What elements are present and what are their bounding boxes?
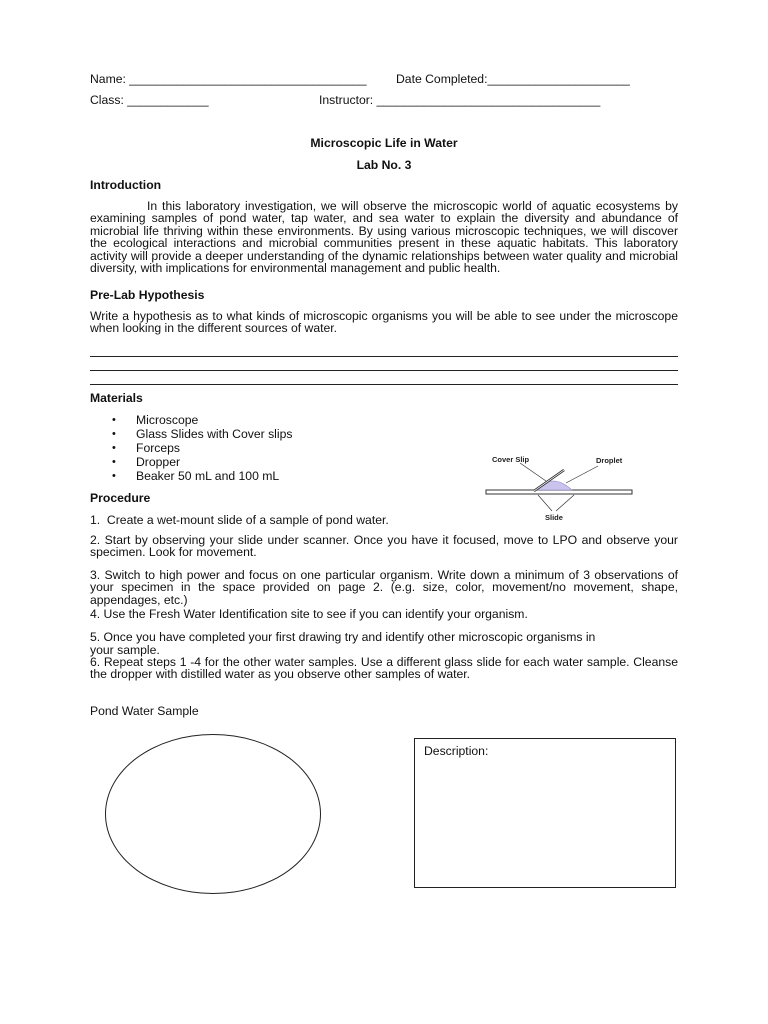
list-item: • Microscope [112,413,292,427]
answer-line [90,370,678,371]
introduction-heading: Introduction [90,178,162,192]
answer-line [90,356,678,357]
description-label: Description: [424,744,489,758]
sample-label: Pond Water Sample [90,704,199,718]
answer-line [90,384,678,385]
cover-slip-pointer [520,463,546,481]
description-box[interactable] [414,738,676,888]
date-completed-field-label: Date Completed:_____________________ [396,72,630,86]
page-title: Microscopic Life in Water [310,136,458,150]
prelab-heading: Pre-Lab Hypothesis [90,288,205,302]
procedure-heading: Procedure [90,491,151,505]
droplet-label: Droplet [596,456,623,465]
procedure-step-6: 6. Repeat steps 1 -4 for the other water samples. Use a different glass slide for each water sample. Cleanse the dropper with distilled water as you observe other samples of water. [90,655,678,682]
list-item: • Beaker 50 mL and 100 mL [112,469,292,483]
procedure-step-5-continued: your sample. [90,643,160,657]
slide-label: Slide [545,513,563,522]
lab-number: Lab No. 3 [356,158,412,172]
procedure-step-2: 2. Start by observing your slide under scanner. Once you have it focused, move to LPO and observe your specimen. Look for movement. [90,533,678,560]
droplet-pointer [566,466,598,483]
cover-slip-label: Cover Slip [492,455,530,464]
list-item: • Forceps [112,441,292,455]
slide-pointer [538,495,552,511]
procedure-step-4: 4. Use the Fresh Water Identification site to see if you can identify your organism. [90,607,528,621]
wet-mount-diagram [482,450,642,526]
introduction-text: In this laboratory investigation, we will observe the microscopic world of aquatic ecosystems by examining samples of pond water, tap water, and sea water to explain the diversity and abundance of microbial life thriving within these environments. By using various microscopic techniques, we will discover the ecological interactions and microbial communities present in these aquatic habitats. This laboratory activity will provide a deeper understanding of the dynamic relationships between water quality and microbial diversity, with implications for environmental management and public health. [90,199,678,276]
materials-heading: Materials [90,391,143,405]
instructor-field-label: Instructor: _________________________________ [319,93,601,107]
procedure-step-1: 1. Create a wet-mount slide of a sample of pond water. [90,513,389,527]
drawing-circle[interactable] [105,734,321,894]
class-field-label: Class: ____________ [90,93,209,107]
slide-pointer [556,495,574,511]
list-item: • Dropper [112,455,292,469]
procedure-step-5: 5. Once you have completed your first drawing try and identify other microscopic organisms in [90,630,596,644]
materials-list [112,413,292,483]
list-item: • Glass Slides with Cover slips [112,427,292,441]
slide-shape [486,490,632,494]
procedure-step-3: 3. Switch to high power and focus on one particular organism. Write down a minimum of 3 observations of your specimen in the space provided on page 2. (e.g. size, color, movement/no movement, shape, appendages, etc.) [90,568,678,607]
prelab-text: Write a hypothesis as to what kinds of microscopic organisms you will be able to see under the microscope when looking in the different sources of water. [90,309,678,336]
name-field-label: Name: ___________________________________ [90,72,367,86]
